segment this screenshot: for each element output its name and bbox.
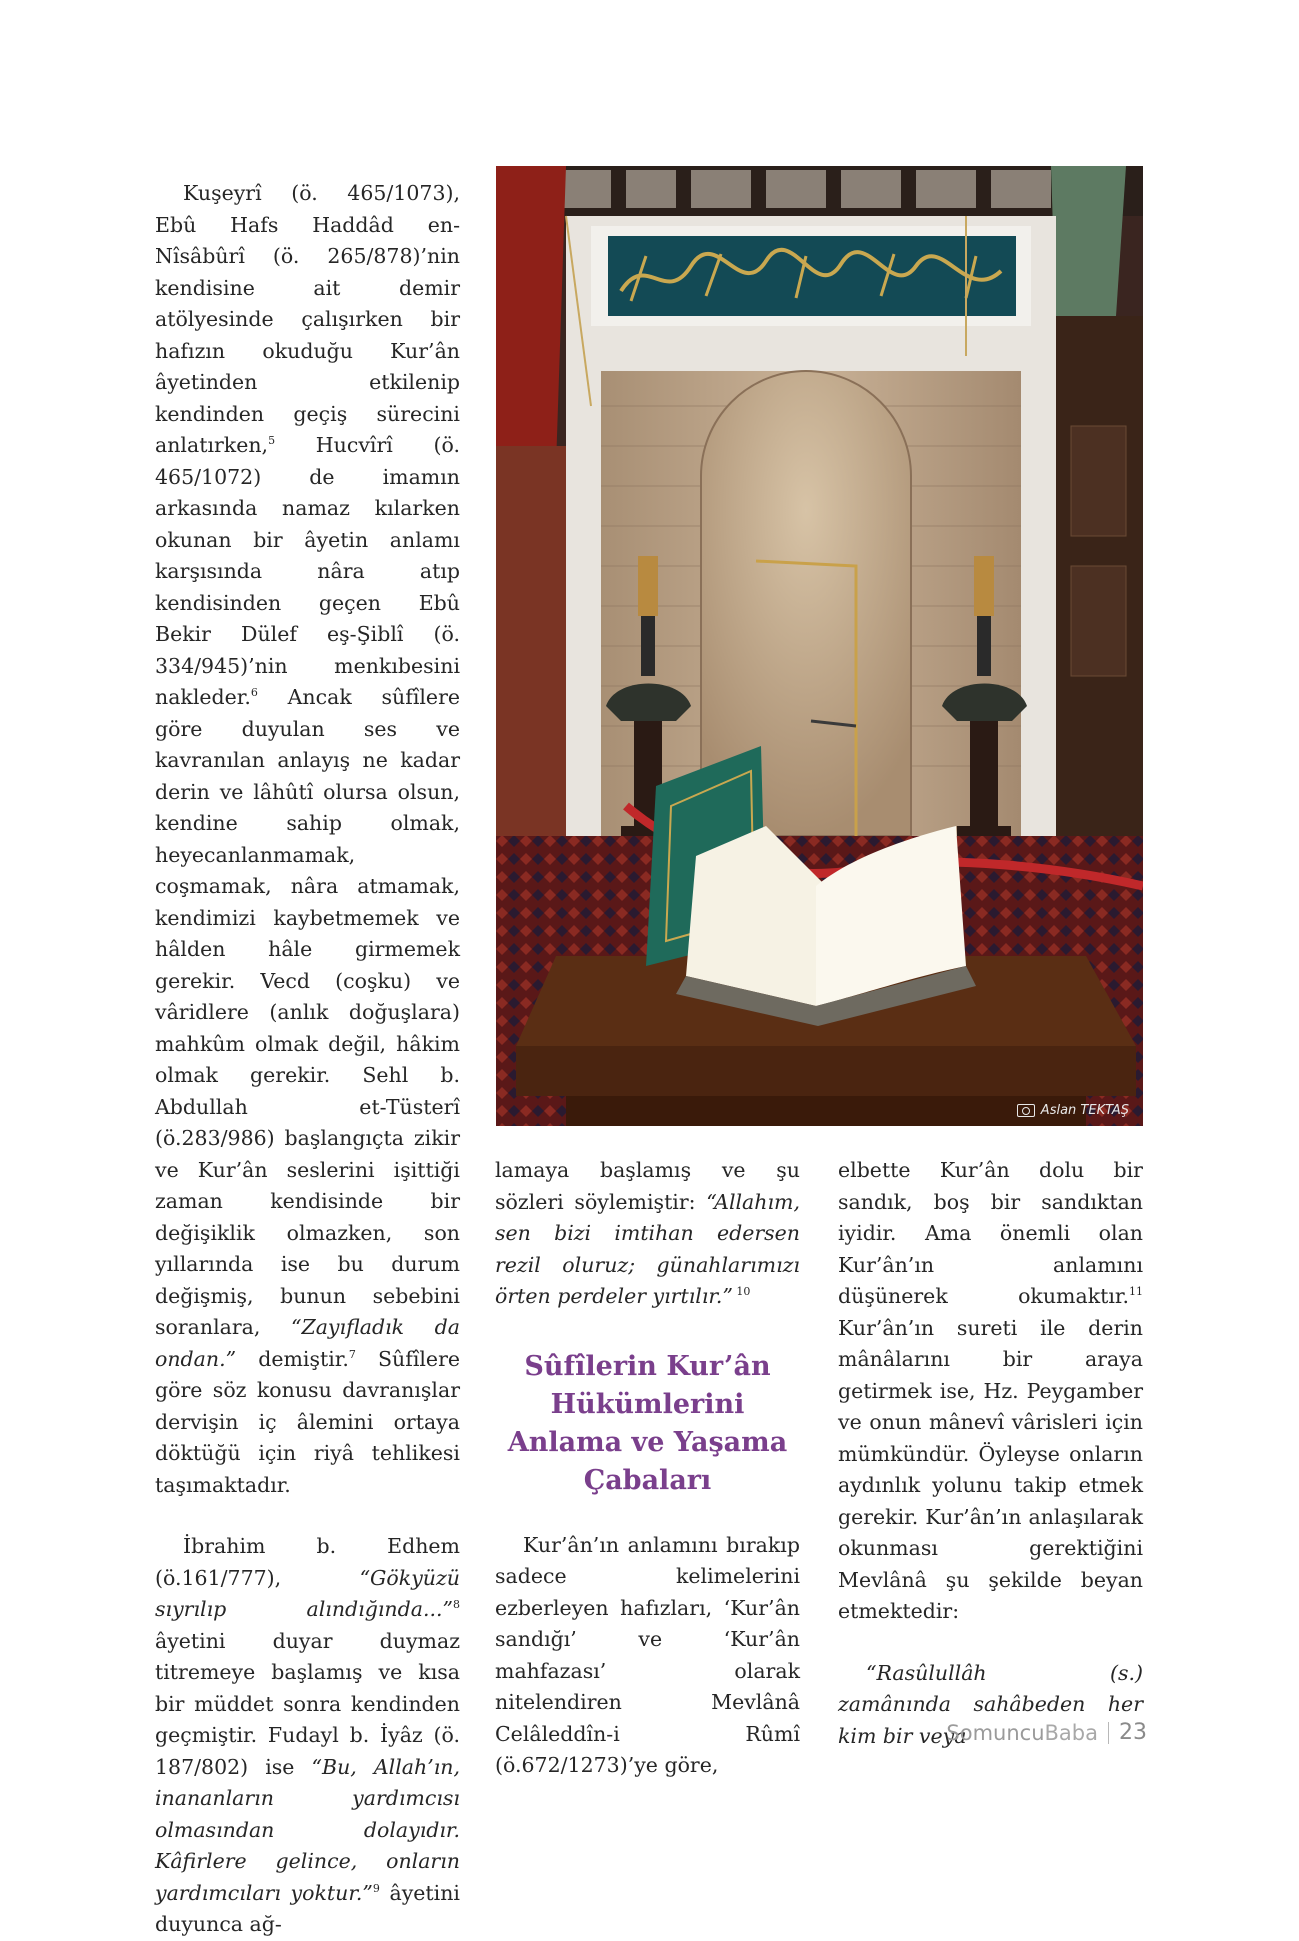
footer-divider — [1108, 1722, 1109, 1744]
photo-credit — [1017, 1103, 1129, 1118]
mihrab-illustration — [496, 166, 1143, 1126]
text-column-2 — [495, 1155, 800, 1782]
magazine-brand: SomuncuBaba — [946, 1720, 1098, 1745]
mihrab-photo — [496, 166, 1143, 1126]
quote: “Zayıfladık da ondan.” — [155, 1315, 460, 1371]
camera-icon — [1017, 1104, 1035, 1117]
footnote-ref[interactable]: 9 — [372, 1881, 380, 1895]
quote: “Gökyüzü sıyrılıp alındığında...” — [155, 1565, 460, 1621]
quote: “Bu, Allah’ın, inananların yardımcısı olmasından dolayıdır. Kâfirlere gelince, onların yardımcıları yoktur.” — [155, 1754, 461, 1905]
footnote-ref[interactable]: 10 — [732, 1285, 751, 1299]
paragraph: Kur’ân’ın anlamını bırakıp sadece kelimelerini ezberleyen hafızları, ‘Kur’ân sandığı’ ve ‘Kur’ân mahfazası’ olarak nitelendiren Mevlânâ Celâleddîn-i Rûmî (ö.672/1273)’ye göre, — [495, 1532, 800, 1777]
page-number: 23 — [1119, 1720, 1147, 1745]
footnote-ref[interactable]: 5 — [268, 434, 276, 448]
photo-credit-name: Aslan TEKTAŞ — [1040, 1103, 1129, 1118]
paragraph: elbette Kur’ân dolu bir sandık, boş bir sandıktan iyidir. Ama önemli olan Kur’ân’ın anlamını düşünerek okumaktır.$^{11}$ Kur’ân’ın sureti ile derin mânâlarını bir araya getirmek ise, Hz. Peygamber ve onun mânevî vârisleri için mümkündür. Öyleyse onların aydınlık yolunu takip etmek gerekir. Kur’ân’ın anlaşılarak okunması gerektiğini Mevlânâ şu şekilde beyan etmektedir: — [838, 1158, 1143, 1623]
text-column-3 — [838, 1155, 1143, 1752]
quote: “Rasûlullâh (s.) zamânında sahâbeden her kim bir veya — [838, 1660, 1143, 1748]
footnote-ref[interactable]: 7 — [348, 1347, 356, 1361]
page-footer — [946, 1720, 1147, 1745]
section-heading: Sûfîlerin Kur’ân Hükümlerini Anlama ve Yaşama Çabaları — [507, 1350, 788, 1496]
footnote-ref[interactable]: 11 — [1129, 1285, 1143, 1299]
paragraph: Kuşeyrî (ö. 465/1073), Ebû Hafs Haddâd en-Nîsâbûrî (ö. 265/878)’nin kendisine ait demir atölyesinde çalışırken bir hafızın okuduğu Kur’ân âyetinden etkilenip kendinden geçiş sürecini anlatırken,$^5$ Hucvîrî (ö. 465/1072) de imamın arkasında namaz kılarken okunan bir âyetin anlamı karşısında nâra atıp kendisinden geçen Ebû Bekir Dülef eş-Şiblî (ö. 334/945)’nin menkıbesini nakleder.$^6$ Ancak sûfîlere göre duyulan ses ve kavranılan anlayış ne kadar derin ve lâhûtî olursa olsun, kendine sahip olmak, heyecanlanmamak, coşmamak, nâra atmamak, kendimizi kaybetmemek ve hâlden hâle girmemek gerekir. Vecd (coşku) ve vâridlere (anlık doğuşlara) mahkûm olmak değil, hâkim olmak gerekir. Sehl b. Abdullah et-Tüsterî (ö.283/986) başlangıçta zikir ve Kur’ân seslerini işittiği zaman kendisinde bir değişiklik olmazken, son yıllarında ise bu durum değişmiş, bunun sebebini soranlara, “Zayıfladık da ondan.” demiştir.$^7$ Sûfîlere göre söz konusu davranışlar dervişin iç âlemini ortaya döktüğü için riyâ tehlikesi taşımaktadır. — [155, 181, 460, 1497]
paragraph: İbrahim b. Edhem (ö.161/777), “Gökyüzü sıyrılıp alındığında...”$^8$ âyetini duyar duymaz titremeye başlamış ve kısa bir müddet sonra kendinden geçmiştir. Fudayl b. İyâz (ö. 187/802) ise “Bu, Allah’ın, inananların yardımcısı olmasından dolayıdır. Kâfirlere gelince, onların yardımcıları yoktur.”$^9$ âyetini duyunca ağ- — [155, 1534, 461, 1936]
quote: “Allahım, sen bizi imtihan edersen rezil oluruz; günahlarımızı örten perdeler yırtılır.” — [495, 1189, 800, 1308]
footnote-ref[interactable]: 8 — [453, 1598, 460, 1612]
text-column-1 — [155, 178, 460, 1941]
paragraph: lamaya başlamış ve şu sözleri söylemiştir: “Allahım, sen bizi imtihan edersen rezil oluruz; günahlarımızı örten perdeler yırtılır.” $^{10}$ — [495, 1158, 800, 1308]
footnote-ref[interactable]: 6 — [250, 686, 258, 700]
